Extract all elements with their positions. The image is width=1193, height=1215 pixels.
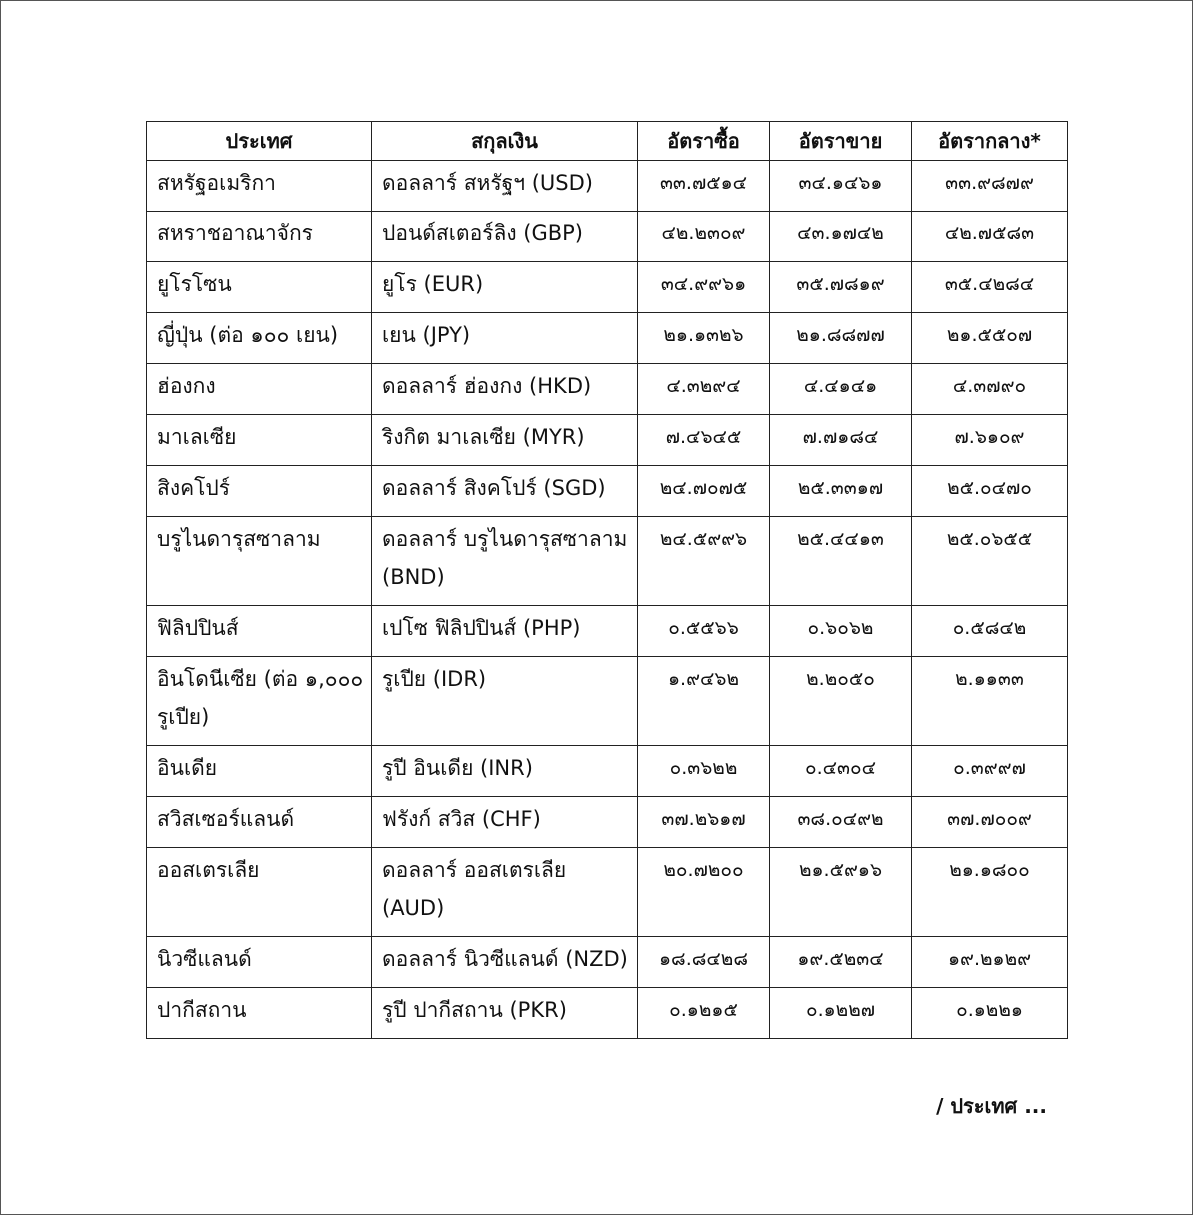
cell-sell-rate: ๒๕.๔๔๑๓ (770, 517, 912, 606)
table-row (147, 313, 1068, 364)
cell-country: ฟิลิปปินส์ (147, 606, 372, 657)
cell-buy-rate: ๔๒.๒๓๐๙ (638, 212, 770, 262)
cell-currency: ยูโร (EUR) (372, 262, 638, 313)
cell-currency: ดอลลาร์ บรูไนดารุสซาลาม (BND) (372, 517, 638, 606)
cell-currency: รูเปีย (IDR) (372, 657, 638, 746)
cell-currency: ริงกิต มาเลเซีย (MYR) (372, 415, 638, 466)
cell-currency: ดอลลาร์ สิงคโปร์ (SGD) (372, 466, 638, 517)
cell-sell-rate: ๐.๖๐๖๒ (770, 606, 912, 657)
cell-mid-rate: ๔.๓๗๙๐ (912, 364, 1068, 415)
cell-country: นิวซีแลนด์ (147, 937, 372, 988)
cell-sell-rate: ๐.๔๓๐๔ (770, 746, 912, 797)
cell-mid-rate: ๓๕.๔๒๘๔ (912, 262, 1068, 313)
cell-currency: รูปี ปากีสถาน (PKR) (372, 988, 638, 1039)
cell-country: อินโดนีเซีย (ต่อ ๑,๐๐๐ รูเปีย) (147, 657, 372, 746)
cell-buy-rate: ๒๔.๕๙๙๖ (638, 517, 770, 606)
cell-mid-rate: ๐.๕๘๔๒ (912, 606, 1068, 657)
table-row (147, 988, 1068, 1039)
continuation-note: / ประเทศ ... (936, 1094, 1047, 1118)
cell-currency: เยน (JPY) (372, 313, 638, 364)
cell-sell-rate: ๔๓.๑๗๔๒ (770, 212, 912, 262)
cell-country: ออสเตรเลีย (147, 848, 372, 937)
cell-sell-rate: ๒๑.๕๙๑๖ (770, 848, 912, 937)
table-row (147, 415, 1068, 466)
cell-currency: ดอลลาร์ สหรัฐฯ (USD) (372, 161, 638, 212)
cell-mid-rate: ๓๓.๙๘๗๙ (912, 161, 1068, 212)
cell-currency: เปโซ ฟิลิปปินส์ (PHP) (372, 606, 638, 657)
header-buy-rate: อัตราซื้อ (638, 122, 770, 161)
cell-buy-rate: ๐.๕๕๖๖ (638, 606, 770, 657)
table-header-row (147, 122, 1068, 161)
cell-currency: ดอลลาร์ ออสเตรเลีย (AUD) (372, 848, 638, 937)
cell-mid-rate: ๒๕.๐๔๗๐ (912, 466, 1068, 517)
cell-country: ญี่ปุ่น (ต่อ ๑๐๐ เยน) (147, 313, 372, 364)
cell-country: ปากีสถาน (147, 988, 372, 1039)
cell-country: บรูไนดารุสซาลาม (147, 517, 372, 606)
cell-currency: ดอลลาร์ ฮ่องกง (HKD) (372, 364, 638, 415)
cell-currency: รูปี อินเดีย (INR) (372, 746, 638, 797)
header-sell-rate: อัตราขาย (770, 122, 912, 161)
table-row (147, 466, 1068, 517)
header-currency: สกุลเงิน (372, 122, 638, 161)
cell-sell-rate: ๐.๑๒๒๗ (770, 988, 912, 1039)
cell-buy-rate: ๒๔.๗๐๗๕ (638, 466, 770, 517)
cell-sell-rate: ๒๕.๓๓๑๗ (770, 466, 912, 517)
cell-sell-rate: ๔.๔๑๔๑ (770, 364, 912, 415)
cell-country: ยูโรโซน (147, 262, 372, 313)
table-row (147, 212, 1068, 262)
cell-buy-rate: ๔.๓๒๙๔ (638, 364, 770, 415)
table-row (147, 161, 1068, 212)
cell-buy-rate: ๗.๔๖๔๕ (638, 415, 770, 466)
cell-mid-rate: ๐.๓๙๙๗ (912, 746, 1068, 797)
table-row (147, 746, 1068, 797)
table-row (147, 606, 1068, 657)
cell-buy-rate: ๓๗.๒๖๑๗ (638, 797, 770, 848)
cell-buy-rate: ๑๘.๘๔๒๘ (638, 937, 770, 988)
cell-country: อินเดีย (147, 746, 372, 797)
cell-sell-rate: ๓๔.๑๔๖๑ (770, 161, 912, 212)
cell-currency: ฟรังก์ สวิส (CHF) (372, 797, 638, 848)
table-row (147, 517, 1068, 606)
cell-country: สหราชอาณาจักร (147, 212, 372, 262)
cell-buy-rate: ๓๔.๙๙๖๑ (638, 262, 770, 313)
cell-country: สวิสเซอร์แลนด์ (147, 797, 372, 848)
table-row (147, 848, 1068, 937)
cell-buy-rate: ๓๓.๗๕๑๔ (638, 161, 770, 212)
cell-country: มาเลเซีย (147, 415, 372, 466)
header-country: ประเทศ (147, 122, 372, 161)
cell-mid-rate: ๑๙.๒๑๒๙ (912, 937, 1068, 988)
cell-mid-rate: ๒.๑๑๓๓ (912, 657, 1068, 746)
cell-sell-rate: ๓๘.๐๔๙๒ (770, 797, 912, 848)
cell-sell-rate: ๑๙.๕๒๓๔ (770, 937, 912, 988)
cell-currency: ดอลลาร์ นิวซีแลนด์ (NZD) (372, 937, 638, 988)
cell-sell-rate: ๒๑.๘๘๗๗ (770, 313, 912, 364)
cell-country: สิงคโปร์ (147, 466, 372, 517)
cell-buy-rate: ๒๐.๗๒๐๐ (638, 848, 770, 937)
cell-sell-rate: ๓๕.๗๘๑๙ (770, 262, 912, 313)
cell-country: ฮ่องกง (147, 364, 372, 415)
cell-mid-rate: ๗.๖๑๐๙ (912, 415, 1068, 466)
cell-mid-rate: ๒๑.๑๘๐๐ (912, 848, 1068, 937)
cell-mid-rate: ๒๕.๐๖๕๕ (912, 517, 1068, 606)
cell-mid-rate: ๐.๑๒๒๑ (912, 988, 1068, 1039)
cell-mid-rate: ๒๑.๕๕๐๗ (912, 313, 1068, 364)
cell-buy-rate: ๐.๓๖๒๒ (638, 746, 770, 797)
table-row (147, 657, 1068, 746)
cell-mid-rate: ๓๗.๗๐๐๙ (912, 797, 1068, 848)
cell-sell-rate: ๗.๗๑๘๔ (770, 415, 912, 466)
cell-country: สหรัฐอเมริกา (147, 161, 372, 212)
cell-sell-rate: ๒.๒๐๕๐ (770, 657, 912, 746)
table-row (147, 797, 1068, 848)
table-row (147, 364, 1068, 415)
table-row (147, 262, 1068, 313)
cell-mid-rate: ๔๒.๗๕๘๓ (912, 212, 1068, 262)
table-row (147, 937, 1068, 988)
exchange-rate-table (146, 121, 1068, 1039)
cell-buy-rate: ๐.๑๒๑๕ (638, 988, 770, 1039)
cell-buy-rate: ๑.๙๔๖๒ (638, 657, 770, 746)
cell-buy-rate: ๒๑.๑๓๒๖ (638, 313, 770, 364)
header-mid-rate: อัตรากลาง* (912, 122, 1068, 161)
cell-currency: ปอนด์สเตอร์ลิง (GBP) (372, 212, 638, 262)
